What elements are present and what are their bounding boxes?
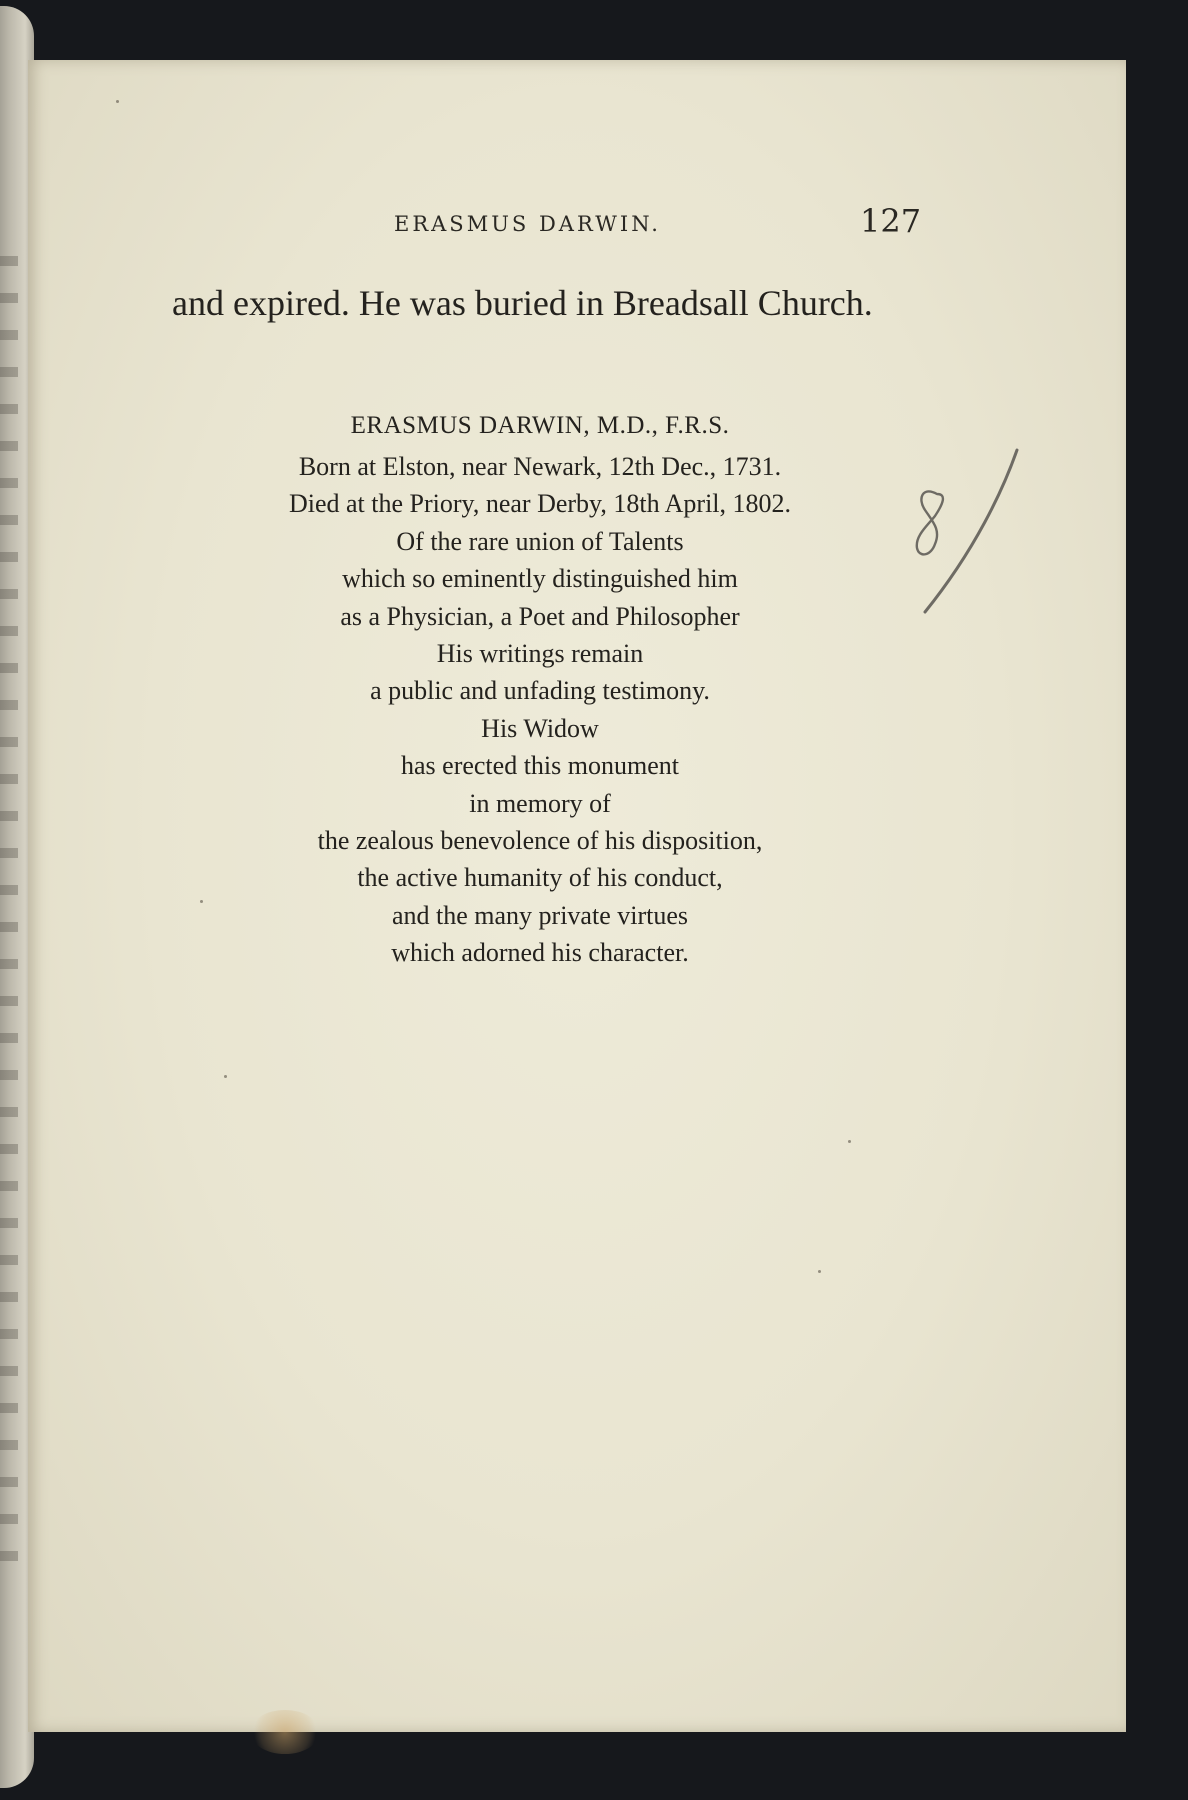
inscription-line: Born at Elston, near Newark, 12th Dec., 1731. bbox=[298, 452, 782, 481]
inscription-line: a public and unfading testimony. bbox=[370, 676, 710, 706]
paper-speck bbox=[818, 1270, 821, 1273]
inscription-line: His Widow bbox=[481, 713, 599, 743]
inscription-line: Of the rare union of Talents bbox=[396, 526, 684, 556]
paper-speck bbox=[116, 100, 119, 103]
memorial-inscription bbox=[160, 406, 920, 972]
pencil-annotation-mark bbox=[905, 440, 1025, 630]
paper-speck bbox=[848, 1140, 851, 1143]
inscription-line: Died at the Priory, near Derby, 18th April, 1802. bbox=[288, 489, 792, 519]
paper-speck bbox=[224, 1075, 227, 1078]
inscription-line: His writings remain bbox=[436, 639, 644, 669]
inscription-line: and the many private virtues bbox=[391, 900, 689, 930]
inscription-line: in memory of bbox=[469, 788, 611, 818]
inscription-line: which so eminently distinguished him bbox=[342, 564, 738, 594]
inscription-heading: ERASMUS DARWIN, M.D., F.R.S. bbox=[350, 412, 730, 439]
inscription-line: which adorned his character. bbox=[391, 938, 689, 968]
running-head: ERASMUS DARWIN. bbox=[394, 212, 661, 236]
inscription-line: the zealous benevolence of his disposition, bbox=[317, 826, 763, 856]
facing-page-text-lines bbox=[0, 256, 18, 1576]
foxing-stain bbox=[250, 1710, 320, 1754]
page-number: 127 bbox=[860, 202, 922, 240]
inscription-line: as a Physician, a Poet and Philosopher bbox=[340, 601, 740, 631]
inscription-line: has erected this monument bbox=[401, 751, 679, 781]
body-paragraph: and expired. He was buried in Breadsall Church. bbox=[172, 283, 873, 323]
inscription-line: the active humanity of his conduct, bbox=[357, 863, 723, 893]
